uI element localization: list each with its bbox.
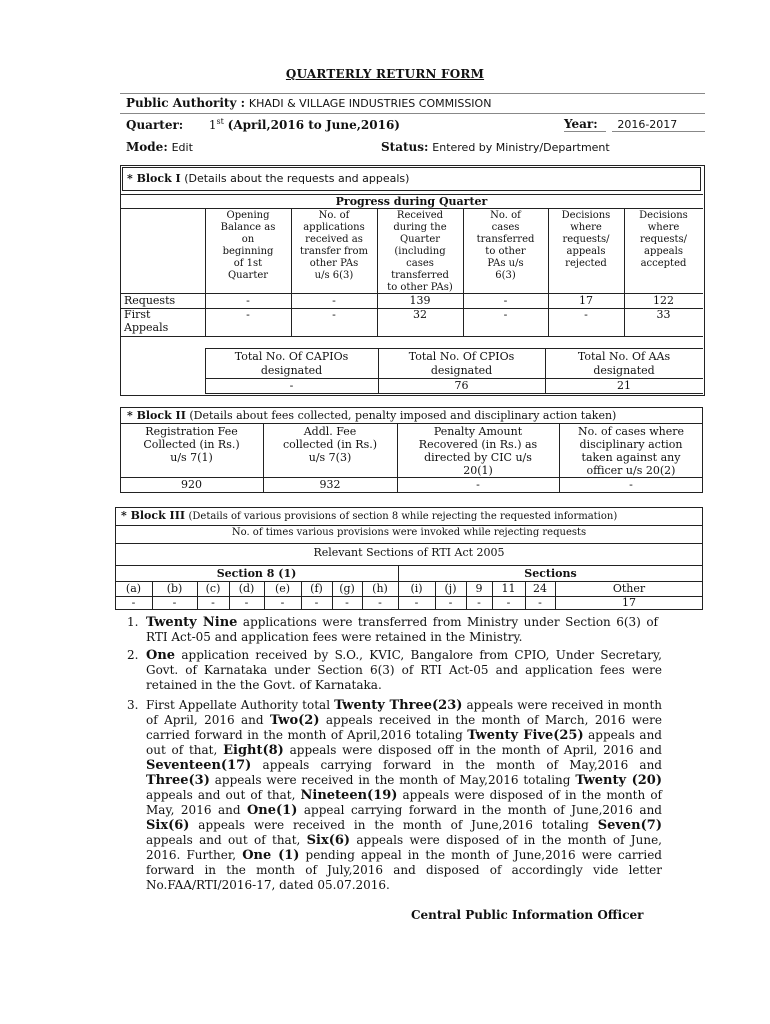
section-column-header: (b) <box>166 582 183 595</box>
section-column-value: - <box>538 596 542 609</box>
block-1-value: - <box>246 308 250 321</box>
progress-title: Progress during Quarter <box>335 195 488 208</box>
signature-title: Central Public Information Officer <box>411 908 644 922</box>
section-column-header: (j) <box>444 582 457 595</box>
note-3-text: appeal carrying forward in the month of June,2016 and <box>297 803 662 817</box>
total-capios-header: Total No. Of CAPIOs designated <box>234 350 349 377</box>
note-3-text: appeals were received in month of April, 2016 and <box>146 698 663 727</box>
section-column-header: 11 <box>501 582 516 595</box>
note-3-number: 3. <box>127 698 139 712</box>
note-3-bold: Nineteen(19) <box>300 788 398 803</box>
block-1-label: * Block I <box>127 172 181 185</box>
quarter-suffix: st <box>216 117 224 126</box>
block-1-value: - <box>332 294 336 307</box>
note-3 <box>146 698 662 893</box>
divider <box>120 93 705 94</box>
section-column-value: - <box>345 596 349 609</box>
block-3-heading <box>121 509 617 522</box>
section-8-label: Section 8 (1) <box>216 567 297 580</box>
note-1-text: applications were transferred from Ministry under Section 6(3) of RTI Act-05 and application fees were retained in the Ministry. <box>146 615 658 644</box>
status-label: Status: <box>381 140 429 154</box>
note-3-text: appeals and out of that, <box>146 833 307 847</box>
block-1-value: - <box>332 308 336 321</box>
block-1-column-header: Received during the Quarter (including cases transferred to other PAs) <box>387 210 453 293</box>
note-3-bold: Twenty Five(25) <box>467 728 584 743</box>
disciplinary-action-header: No. of cases where disciplinary action taken against any officer u/s 20(2) <box>577 425 685 477</box>
note-2-text: application received by S.O., KVIC, Bangalore from CPIO, Under Secretary, Govt. of Karnataka under Section 6(3) of RTI Act-05 and application fees were retained in the the Govt. of Karnataka. <box>146 648 662 692</box>
section-column-header: (c) <box>205 582 221 595</box>
block-1-value: 32 <box>413 308 427 321</box>
penalty-amount-header: Penalty Amount Recovered (in Rs.) as directed by CIC u/s 20(1) <box>418 425 538 477</box>
section-column-value: - <box>280 596 285 609</box>
note-3-bold: Three(3) <box>146 773 210 788</box>
section-column-header: 9 <box>475 582 483 595</box>
registration-fee-value: 920 <box>181 478 202 491</box>
disciplinary-action-value: - <box>629 478 633 491</box>
note-1-number: 1. <box>127 615 139 629</box>
sections-label: Sections <box>524 567 577 580</box>
divider <box>115 543 703 544</box>
public-authority-row <box>126 96 491 110</box>
mode-row <box>126 140 193 154</box>
block-1-value: - <box>503 294 508 307</box>
divider <box>115 565 703 566</box>
year-value: 2016-2017 <box>617 118 678 131</box>
divider <box>120 113 705 114</box>
note-3-text: appeals and out of that, <box>146 728 662 757</box>
section-column-header: (i) <box>410 582 423 595</box>
note-3-text: appeals were disposed of in the month of May, 2016 and <box>146 788 662 817</box>
block-1-column-header: Decisions where requests/ appeals rejected <box>561 210 611 269</box>
note-3-bold: Twenty Three(23) <box>334 698 463 713</box>
block-2-label: * Block II <box>127 409 186 422</box>
quarter-label: Quarter: <box>126 118 184 132</box>
block-1-value: 33 <box>656 308 671 321</box>
section-column-value: - <box>414 596 419 609</box>
note-3-bold: One(1) <box>246 803 298 818</box>
year-label: Year: <box>564 117 598 131</box>
row-label-first-appeals: First Appeals <box>124 308 169 334</box>
section-column-value: - <box>131 596 136 609</box>
section-column-header: Other <box>612 582 646 595</box>
section-column-value: - <box>448 596 453 609</box>
block-1-value: - <box>246 294 250 307</box>
total-cpios-header: Total No. Of CPIOs designated <box>408 350 515 377</box>
penalty-amount-value: - <box>476 478 480 491</box>
note-3-text: appeals were disposed of in the month of June, 2016. Further, <box>146 833 662 862</box>
note-3-bold: Six(6) <box>306 833 351 848</box>
note-3-text: appeals received in the month of March, 2016 were carried forward in the month of April,2016 totaling <box>146 713 663 742</box>
status-value: Entered by Ministry/Department <box>432 141 610 154</box>
note-3-bold: Seventeen(17) <box>146 758 252 773</box>
note-3-text: appeals were received in the month of May,2016 totaling <box>209 773 576 787</box>
section-column-value: - <box>378 596 382 609</box>
note-3-text: appeals carrying forward in the month of May,2016 and <box>251 758 662 772</box>
note-3-text: First Appellate Authority total <box>146 698 335 712</box>
block-2-description: (Details about fees collected, penalty imposed and disciplinary action taken) <box>189 409 617 422</box>
section-column-value: - <box>211 596 215 609</box>
relevant-sections-text: Relevant Sections of RTI Act 2005 <box>313 546 505 559</box>
year-row <box>564 117 677 131</box>
block-1-description: (Details about the requests and appeals) <box>184 172 410 185</box>
note-1-bold: Twenty Nine <box>146 615 238 630</box>
divider <box>120 208 703 209</box>
block-1-value: 122 <box>653 294 674 307</box>
section-column-value: - <box>244 596 249 609</box>
page-title: QUARTERLY RETURN FORM <box>285 67 485 81</box>
section-column-header: (h) <box>372 582 388 595</box>
section-column-header: 24 <box>533 582 547 595</box>
note-3-bold: Seven(7) <box>597 818 662 833</box>
note-2 <box>146 648 662 693</box>
row-label-requests: Requests <box>124 294 176 307</box>
quarter-row <box>126 117 400 132</box>
note-3-bold: Twenty (20) <box>575 773 663 788</box>
block-3-description: (Details of various provisions of section 8 while rejecting the requested information) <box>188 511 618 522</box>
section-column-header: (g) <box>339 582 355 595</box>
invoked-text: No. of times various provisions were invoked while rejecting requests <box>231 527 587 538</box>
section-column-value: - <box>172 596 177 609</box>
quarter-number: 1 <box>208 118 217 132</box>
block-1-heading <box>127 172 409 185</box>
block-2-heading <box>127 409 616 422</box>
block-1-value: - <box>584 308 588 321</box>
note-3-bold: One (1) <box>242 848 300 863</box>
total-aas-header: Total No. Of AAs designated <box>577 350 671 377</box>
section-column-header: (d) <box>238 582 255 595</box>
section-column-value: - <box>506 596 511 609</box>
block-3-label: * Block III <box>121 509 185 522</box>
block-1-column-header: No. of applications received as transfer from other PAs u/s 6(3) <box>300 210 368 281</box>
block-1-column-header: Decisions where requests/ appeals accepted <box>639 210 688 269</box>
block-1-value: 17 <box>579 294 593 307</box>
additional-fee-header: Addl. Fee collected (in Rs.) u/s 7(3) <box>282 425 378 464</box>
block-1-value: 139 <box>409 294 431 307</box>
quarter-value: (April,2016 to June,2016) <box>227 118 400 132</box>
public-authority-label: Public Authority : <box>126 96 246 110</box>
mode-value: Edit <box>171 141 193 154</box>
section-column-value: - <box>477 596 481 609</box>
divider <box>564 131 606 132</box>
total-cpios-value: 76 <box>454 379 469 392</box>
note-3-text: appeals and out of that, <box>146 788 301 802</box>
note-3-bold: Six(6) <box>146 818 190 833</box>
public-authority-value: KHADI & VILLAGE INDUSTRIES COMMISSION <box>248 97 492 110</box>
note-1 <box>146 615 658 645</box>
divider <box>120 336 703 337</box>
section-column-value: - <box>314 596 319 609</box>
note-2-number: 2. <box>127 648 139 662</box>
note-3-text: appeals were received in the month of June,2016 totaling <box>189 818 598 832</box>
mode-label: Mode: <box>126 140 168 154</box>
total-aas-value: 21 <box>617 379 631 392</box>
divider <box>612 131 705 132</box>
section-column-header: (e) <box>274 582 291 595</box>
note-2-bold: One <box>146 648 176 663</box>
block-1-column-header: No. of cases transferred to other PAs u/s 6(3) <box>476 210 535 281</box>
registration-fee-header: Registration Fee Collected (in Rs.) u/s 7(1) <box>143 425 240 464</box>
section-column-header: (a) <box>125 582 142 595</box>
block-1-value: - <box>503 308 508 321</box>
note-3-bold: Eight(8) <box>223 743 284 758</box>
status-row <box>381 140 610 154</box>
section-column-value: 17 <box>622 596 636 609</box>
note-3-text: pending appeal in the month of June,2016 were carried forward in the month of July,2016 and disposed of accordingly vide letter No.FAA/RTI/2016-17, dated 05.07.2016. <box>146 848 662 892</box>
note-3-text: appeals were disposed off in the month of April, 2016 and <box>283 743 662 757</box>
block-1-column-header: Opening Balance as on beginning of 1st Quarter <box>220 210 276 281</box>
note-3-bold: Two(2) <box>270 713 320 728</box>
additional-fee-value: 932 <box>319 478 341 491</box>
total-capios-value: - <box>289 379 294 392</box>
section-column-header: (f) <box>310 582 323 595</box>
